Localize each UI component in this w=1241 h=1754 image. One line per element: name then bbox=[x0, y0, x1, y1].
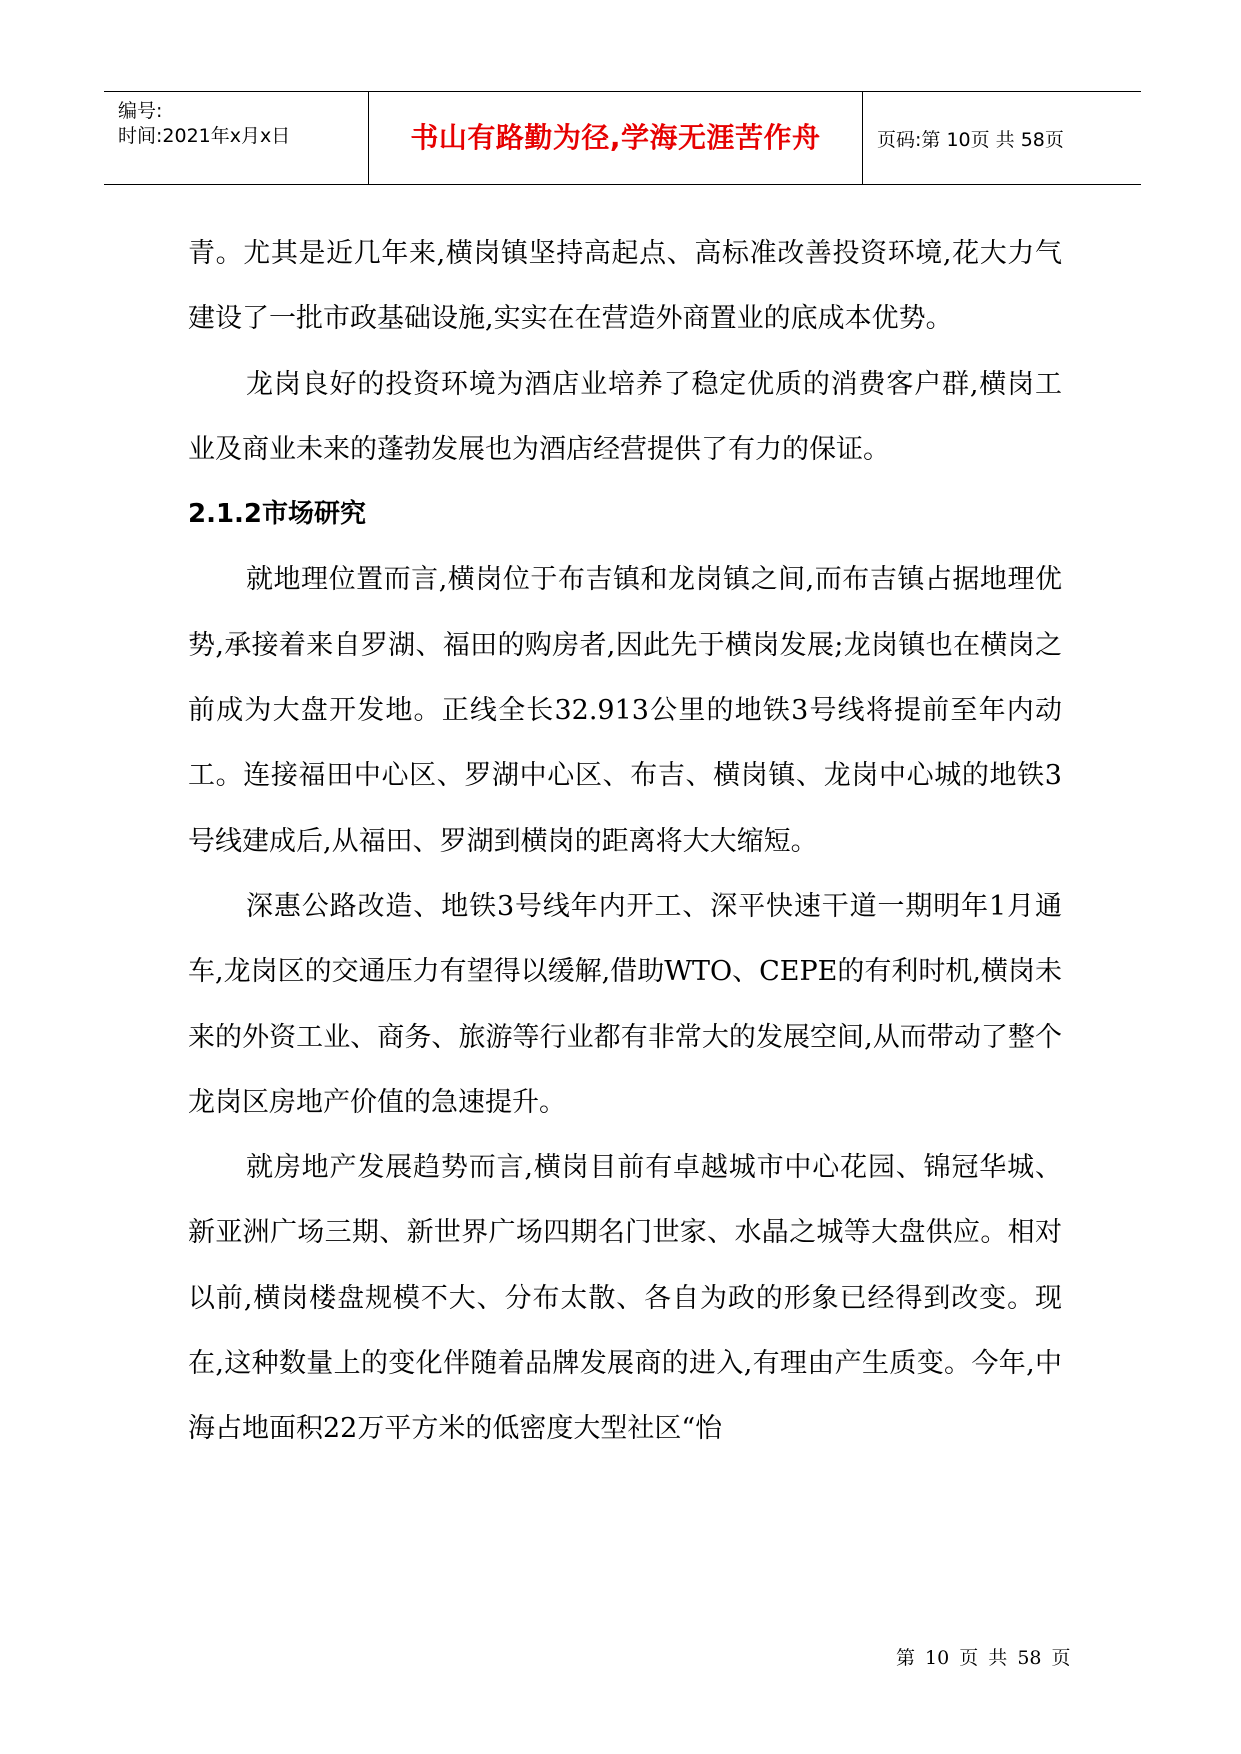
serial-number-label: 编号: bbox=[118, 100, 163, 122]
header-motto-cell bbox=[369, 92, 863, 184]
page-header bbox=[104, 91, 1141, 185]
header-motto: 书山有路勤为径,学海无涯苦作舟 bbox=[410, 121, 821, 154]
time-label: 时间:2021年x月x日 bbox=[118, 125, 291, 147]
paragraph: 就房地产发展趋势而言,横岗目前有卓越城市中心花园、锦冠华城、新亚洲广场三期、新世界广场四期名门世家、水晶之城等大盘供应。相对以前,横岗楼盘规模不大、分布太散、各自为政的形象已经得到改变。现在,这种数量上的变化伴随着品牌发展商的进入,有理由产生质变。今年,中海占地面积22万平方米的低密度大型社区“怡 bbox=[188, 1152, 1062, 1445]
body-content bbox=[188, 221, 1062, 1462]
paragraph: 龙岗良好的投资环境为酒店业培养了稳定优质的消费客户群,横岗工业及商业未来的蓬勃发展也为酒店经营提供了有力的保证。 bbox=[188, 368, 1062, 465]
header-page-cell bbox=[863, 92, 1141, 184]
header-page-number: 页码:第 10页 共 58页 bbox=[877, 129, 1064, 151]
header-info-cell bbox=[104, 92, 369, 184]
paragraph: 青。尤其是近几年来,横岗镇坚持高起点、高标准改善投资环境,花大力气建设了一批市政基础设施,实实在在营造外商置业的底成本优势。 bbox=[188, 238, 1062, 335]
section-heading: 2.1.2市场研究 bbox=[188, 499, 367, 530]
page-footer: 第 10 页 共 58 页 bbox=[896, 1647, 1071, 1669]
paragraph: 深惠公路改造、地铁3号线年内开工、深平快速干道一期明年1月通车,龙岗区的交通压力有望得以缓解,借助WTO、CEPE的有利时机,横岗未来的外资工业、商务、旅游等行业都有非常大的发展空间,从而带动了整个龙岗区房地产价值的急速提升。 bbox=[188, 890, 1062, 1118]
paragraph: 就地理位置而言,横岗位于布吉镇和龙岗镇之间,而布吉镇占据地理优势,承接着来自罗湖、福田的购房者,因此先于横岗发展;龙岗镇也在横岗之前成为大盘开发地。正线全长32.913公里的地铁3号线将提前至年内动工。连接福田中心区、罗湖中心区、布吉、横岗镇、龙岗中心城的地铁3号线建成后,从福田、罗湖到横岗的距离将大大缩短。 bbox=[188, 564, 1062, 857]
